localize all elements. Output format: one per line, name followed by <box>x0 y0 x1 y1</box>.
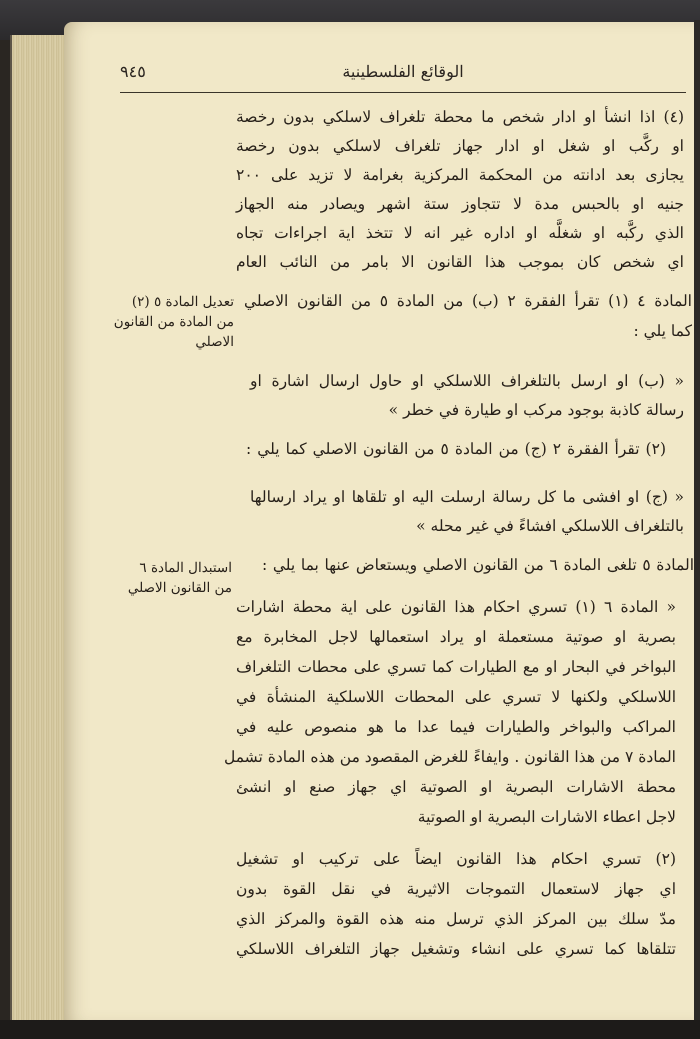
clause4-line: يجازى بعد ادانته من المحكمة المركزية بغرامة لا تزيد على ٢٠٠ <box>236 166 684 184</box>
quote-b-line: « (ب) او ارسل بالتلغراف اللاسلكي او حاول ارسال اشارة او <box>250 372 684 390</box>
margin-note-line: من المادة من القانون <box>113 314 234 330</box>
quote-c-line: « (ج) او افشى ما كل رسالة ارسلت اليه او تلقاها او يراد ارسالها <box>250 488 684 506</box>
page-stack-edge <box>10 35 72 1025</box>
background-right <box>694 20 700 1020</box>
running-title: الوقائع الفلسطينية <box>342 62 464 81</box>
margin-note-line: الاصلي <box>195 334 234 350</box>
quote-c-line: بالتلغراف اللاسلكي افشاءً في غير محله » <box>416 517 684 535</box>
margin-note-line: تعديل المادة ٥ (٢) <box>131 294 234 310</box>
quote-b-line: رسالة كاذبة بوجود مركب او طيارة في خطر » <box>388 401 684 419</box>
section4-line: كما يلي : <box>633 322 692 340</box>
section4-sub2: (٢) تقرأ الفقرة ٢ (ج) من المادة ٥ من القانون الاصلي كما يلي : <box>246 440 666 458</box>
page-number: ٩٤٥ <box>120 62 146 81</box>
section5-sub2-line: اي جهاز لاستعمال التموجات الاثيرية في نقل القوة بدون <box>236 880 676 898</box>
section5-line: المراكب والبواخر والطيارات فيما عدا ما هو منصوص عليه في <box>236 718 676 736</box>
section5-line: البواخر في البحار او مع الطيارات كما تسري على محطات التلغراف <box>236 658 676 676</box>
section5-line: محطة الاشارات البصرية او الصوتية اي جهاز صنع او انشئ <box>236 778 676 796</box>
section5-line: اللاسلكي ولكنها لا تسري على المحطات اللاسلكية المنشأة في <box>236 688 676 706</box>
section5-intro: المادة ٥ تلغى المادة ٦ من القانون الاصلي ويستعاض عنها بما يلي : <box>262 556 695 574</box>
background-bottom <box>0 1020 700 1039</box>
margin-note-line: استبدال المادة ٦ <box>139 560 232 576</box>
section5-sub2-line: (٢) تسري احكام هذا القانون ايضاً على تركيب او تشغيل <box>236 850 676 868</box>
section5-line: « المادة ٦ (١) تسري احكام هذا القانون على اية محطة اشارات <box>236 598 676 616</box>
section5-line: لاجل اعطاء الاشارات البصرية او الصوتية <box>417 808 676 826</box>
section5-line: المادة ٧ من هذا القانون . وايفاءً للغرض المقصود من هذه المادة تشمل <box>223 748 676 766</box>
clause4-line: جنيه او بالحبس مدة لا تتجاوز ستة اشهر ويصادر منه الجهاز <box>236 195 684 213</box>
clause4-line: او ركَّب او شغل او ادار جهاز تلغراف لاسلكي بدون رخصة <box>236 137 684 155</box>
margin-note-line: من القانون الاصلي <box>127 580 232 596</box>
clause4-line: اي شخص كان بموجب هذا القانون الا بامر من النائب العام <box>236 253 684 271</box>
clause4-line: الذي ركَّبه او شغلَّه او اداره غير انه لا تتخذ اية اجراءات تجاه <box>236 224 684 242</box>
page-header <box>120 56 686 93</box>
section4-line: المادة ٤ (١) تقرأ الفقرة ٢ (ب) من المادة ٥ من القانون الاصلي <box>244 292 692 310</box>
clause4-line: (٤) اذا انشأ او ادار شخص ما محطة تلغراف لاسلكي بدون رخصة <box>236 108 684 126</box>
section5-line: بصرية او صوتية مستعملة او يراد استعمالها لاجل المخابرة مع <box>236 628 676 646</box>
section5-sub2-line: تتلقاها كما تسري على انشاء وتشغيل جهاز التلغراف اللاسلكي <box>236 940 676 958</box>
section5-sub2-line: مدّ سلك بين المركز الذي ترسل منه هذه القوة والمركز الذي <box>236 910 676 928</box>
